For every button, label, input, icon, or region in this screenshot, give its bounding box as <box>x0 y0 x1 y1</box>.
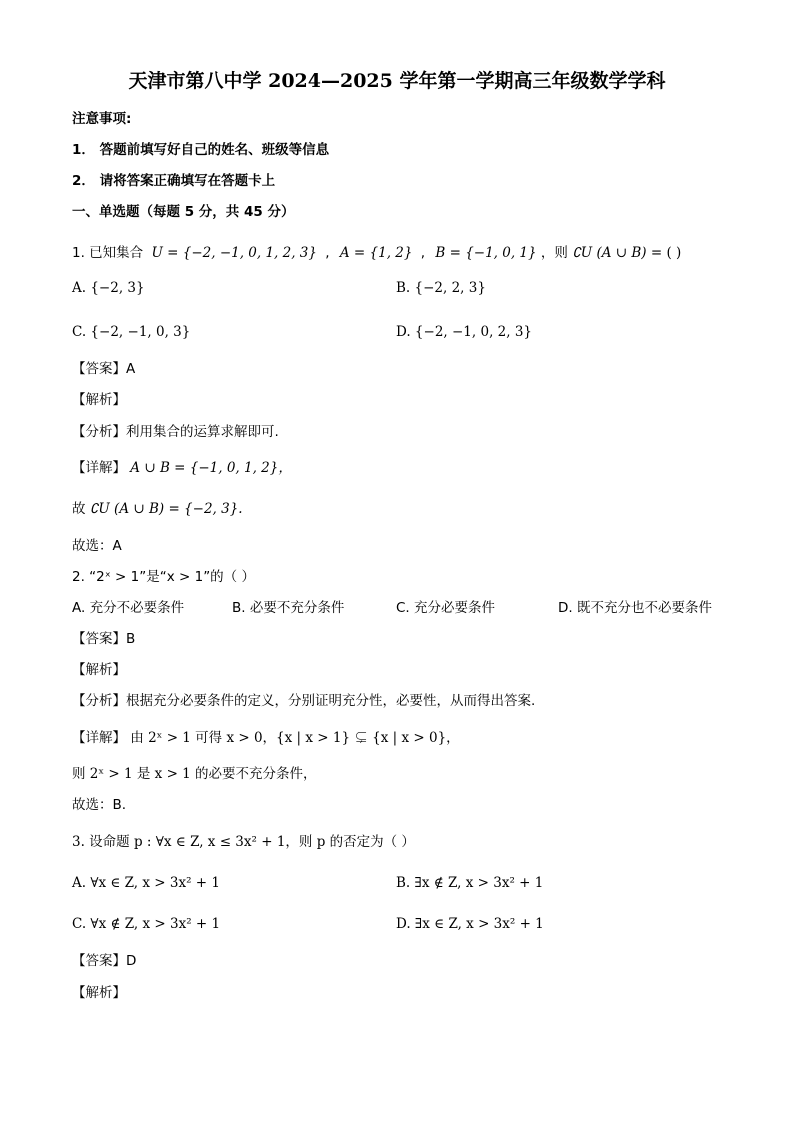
notice-item-1: 1． 答题前填写好自己的姓名、班级等信息 <box>72 142 330 158</box>
q3-option-a: A. ∀x ∈ Z, x > 3x² + 1 <box>72 875 220 891</box>
q3-analysis-tag: 【解析】 <box>72 985 126 1001</box>
q1-option-b: B. {−2, 2, 3} <box>396 280 486 296</box>
q2-detail-tag: 【详解】 <box>72 730 126 746</box>
q1-detail <box>72 459 292 477</box>
q1-set-a: A = {1, 2} <box>339 245 413 261</box>
q1-option-d: D. {−2, −1, 0, 2, 3} <box>396 324 533 340</box>
q2-option-b: B. 必要不充分条件 <box>232 600 345 616</box>
q3-option-b: B. ∃x ∉ Z, x > 3x² + 1 <box>396 875 544 891</box>
page-title: 天津市第八中学 2024—2025 学年第一学期高三年级数学学科 <box>128 70 666 92</box>
q1-paren: = ( ) <box>650 245 682 261</box>
q2-option-d: D. 既不充分也不必要条件 <box>558 600 712 616</box>
q1-fenxi: 【分析】利用集合的运算求解即可. <box>72 424 279 440</box>
q1-detail-expr: A ∪ B = {−1, 0, 1, 2}， <box>130 460 292 476</box>
q1-so-expr: ∁U (A ∪ B) = {−2, 3}. <box>89 501 243 517</box>
q1-stem: 1. 已知集合 U = {−2, −1, 0, 1, 2, 3} , A = {1, 2} , B = {−1, 0, 1} ，则 ∁U (A ∪ B) = ( ) <box>72 245 682 261</box>
q2-detail <box>72 729 460 747</box>
notice-heading: 注意事项: <box>72 111 132 127</box>
q1-set-u: U = {−2, −1, 0, 1, 2, 3} <box>151 245 317 261</box>
q1-so <box>72 500 243 518</box>
q2-then: 则 2ˣ > 1 是 x > 1 的必要不充分条件， <box>72 766 317 782</box>
q1-stem-suffix: ，则 <box>540 245 568 261</box>
q2-stem: 2. “2ˣ > 1”是“x > 1”的（ ） <box>72 569 255 585</box>
q1-option-a: A. {−2, 3} <box>72 280 145 296</box>
q1-detail-tag: 【详解】 <box>72 460 126 476</box>
q2-detail-text: 由 2ˣ > 1 可得 x > 0，{x | x > 1} ⊊ {x | x > 0}， <box>130 730 460 746</box>
notice-item-2: 2． 请将答案正确填写在答题卡上 <box>72 173 276 189</box>
q1-choose: 故选：A <box>72 538 122 554</box>
q2-option-c: C. 充分必要条件 <box>396 600 496 616</box>
q3-stem: 3. 设命题 p : ∀x ∈ Z, x ≤ 3x² + 1，则 p 的否定为（ ） <box>72 834 415 850</box>
q1-expr: ∁U (A ∪ B) <box>572 245 647 261</box>
q1-option-c: C. {−2, −1, 0, 3} <box>72 324 191 340</box>
q2-analysis-tag: 【解析】 <box>72 662 126 678</box>
q3-answer: 【答案】D <box>72 953 137 969</box>
q3-option-c: C. ∀x ∉ Z, x > 3x² + 1 <box>72 916 221 932</box>
q2-option-a: A. 充分不必要条件 <box>72 600 185 616</box>
section-heading: 一、单选题（每题 5 分，共 45 分） <box>72 204 295 220</box>
q1-stem-prefix: 1. 已知集合 <box>72 245 144 261</box>
q3-option-d: D. ∃x ∈ Z, x > 3x² + 1 <box>396 916 544 932</box>
q1-so-prefix: 故 <box>72 501 86 517</box>
q1-set-b: B = {−1, 0, 1} <box>435 245 537 261</box>
q1-answer: 【答案】A <box>72 361 136 377</box>
q2-fenxi: 【分析】根据充分必要条件的定义，分别证明充分性，必要性，从而得出答案. <box>72 693 536 709</box>
q2-choose: 故选：B. <box>72 797 127 813</box>
q2-answer: 【答案】B <box>72 631 136 647</box>
q1-analysis-tag: 【解析】 <box>72 392 126 408</box>
